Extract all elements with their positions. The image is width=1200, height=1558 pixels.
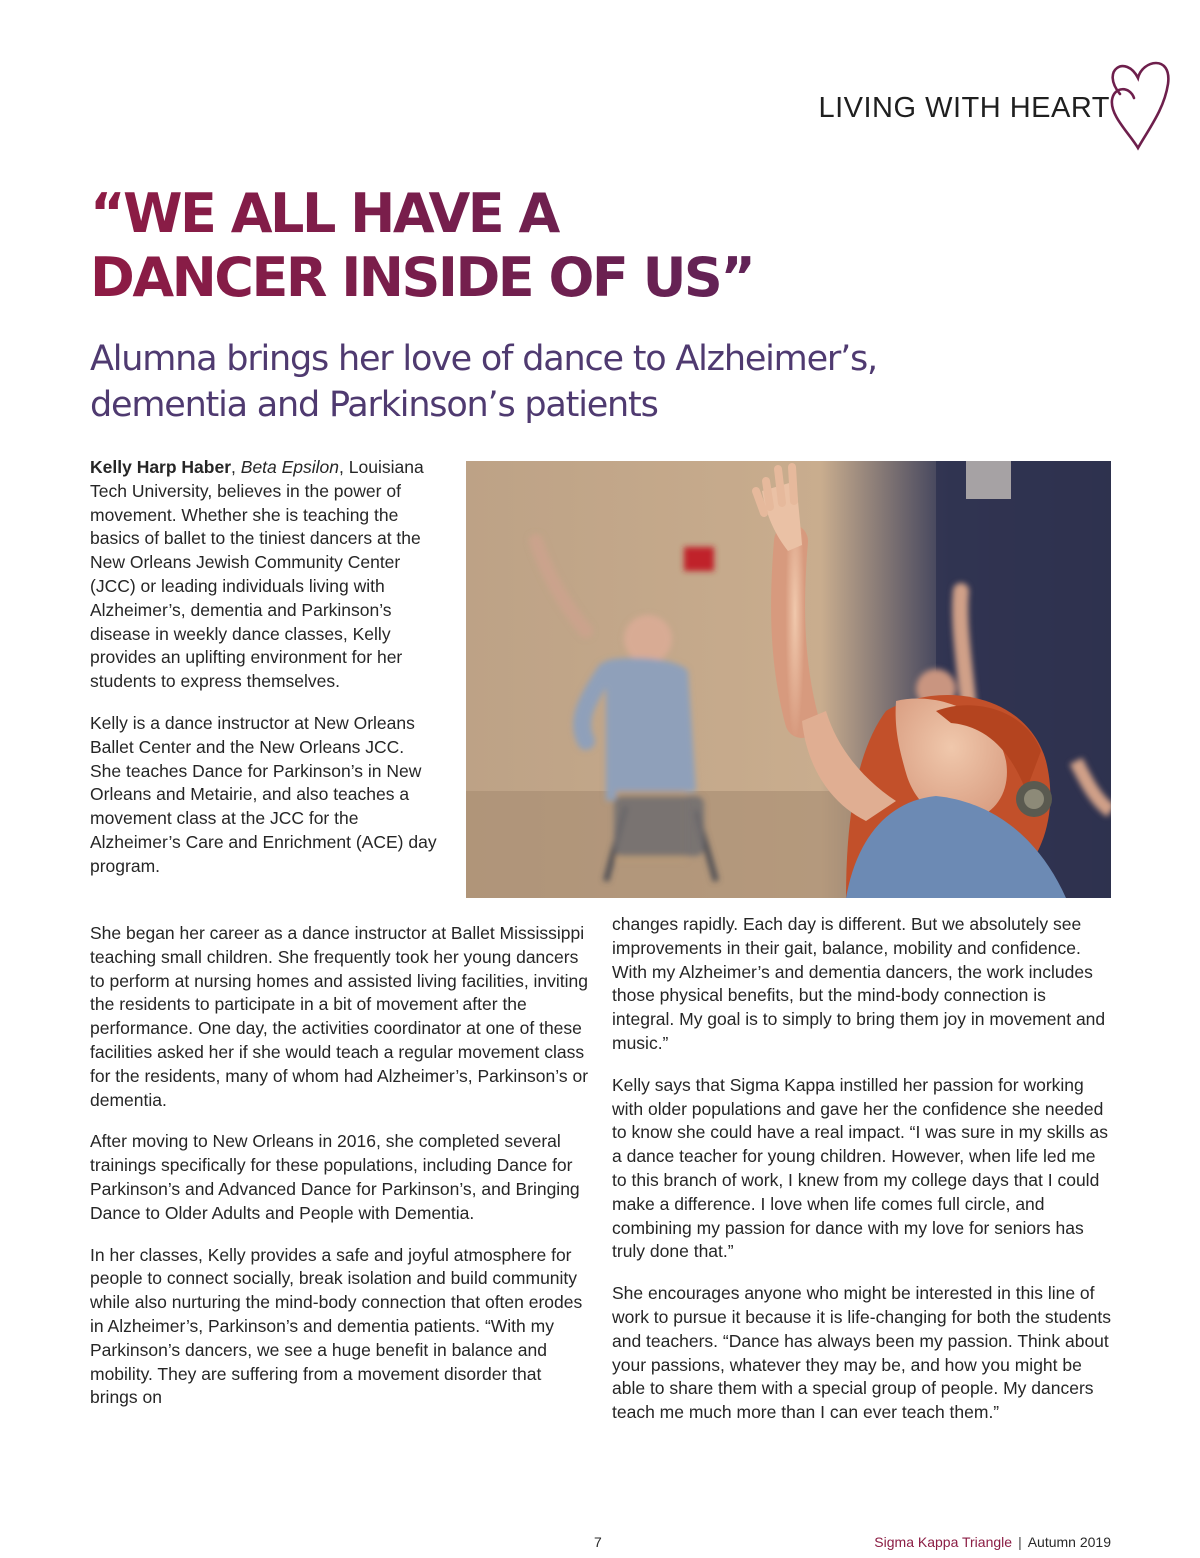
lead-paragraph [90,456,440,694]
body-paragraph: After moving to New Orleans in 2016, she completed several trainings specifically for these populations, including Dance for Parkinson’s and Advanced Dance for Parkinson’s, and Bringing Dance to Older Adults and People with Dementia. [90,1131,580,1223]
publication-credit [874,1534,1111,1550]
article-column-left-top [90,456,440,879]
lead-separator: , [231,457,241,477]
lead-chapter: Beta Epsilon [240,457,340,477]
article-column-right [612,913,1112,1425]
body-paragraph: She began her career as a dance instructor at Ballet Mississippi teaching small children. She frequently took her young dancers to perform at nursing homes and assisted living facilities, inviting the residents to participate in a bit of movement after the performance. One day, the activities coordinator at one of these facilities asked her if she would teach a regular movement class for the residents, many of whom had Alzheimer’s, Parkinson’s or dementia. [90,923,589,1110]
page-number: 7 [594,1534,602,1550]
article-subhead [90,336,1090,428]
headline-line: DANCER INSIDE OF US” [90,246,754,309]
section-tag: LIVING WITH HEART [818,92,1110,124]
page-footer [0,1534,1200,1556]
body-paragraph: In her classes, Kelly provides a safe and joyful atmosphere for people to connect socially, break isolation and build community while also nurturing the mind-body connection that often erodes in Alzheimer’s, Parkinson’s and dementia patients. “With my Parkinson’s dancers, we see a huge benefit in balance and mobility. They are suffering from a movement disorder that brings on [90,1244,583,1408]
body-paragraph: Kelly says that Sigma Kappa instilled her passion for working with older populations and gave her the confidence she needed to know she could have a real impact. “I was sure in my skills as a dance teacher for young children. However, when life led me to this branch of work, I knew from my college days that I could make a difference. I love when life comes full circle, and combining my passion for dance with my love for seniors has truly done that.” [612,1074,1109,1262]
body-paragraph: Kelly is a dance instructor at New Orleans Ballet Center and the New Orleans JCC. She teaches Dance for Parkinson’s in New Orleans and Metairie, and also teaches a movement class at the JCC for the Alzheimer’s Care and Enrichment (ACE) day program. [90,712,437,876]
photo-illustration [466,461,1111,898]
subhead-line: dementia and Parkinson’s patients [90,385,658,425]
issue-date: Autumn 2019 [1027,1534,1111,1550]
lead-name: Kelly Harp Haber [90,457,232,477]
footer-separator: | [1018,1534,1022,1550]
publication-name: Sigma Kappa Triangle [874,1534,1013,1550]
subhead-line: Alumna brings her love of dance to Alzheimer’s, [90,339,877,379]
article-headline [90,182,1090,310]
body-paragraph: She encourages anyone who might be interested in this line of work to pursue it because it is life-changing for both the students and teachers. “Dance has always been my passion. Think about your passions, whatever they may be, and how you might be able to share them with a special group of people. My dancers teach me much more than I can ever teach them.” [612,1283,1112,1423]
headline-line: “WE ALL HAVE A [90,182,558,245]
heart-outline-icon [1080,50,1176,154]
dance-class-photo [466,461,1111,898]
article-column-left-bottom [90,922,590,1410]
body-paragraph: changes rapidly. Each day is different. But we absolutely see improvements in their gait, balance, mobility and confidence. With my Alzheimer’s and dementia dancers, the work includes those physical benefits, but the mind-body connection is integral. My goal is to simply to bring them joy in movement and music.” [612,914,1106,1053]
lead-text: , Louisiana Tech University, believes in the power of movement. Whether she is teaching the basics of ballet to the tiniest dancers at the New Orleans Jewish Community Center (JCC) or leading individuals living with Alzheimer’s, dementia and Parkinson’s disease in weekly dance classes, Kelly provides an uplifting environment for her students to express themselves. [90,457,424,692]
